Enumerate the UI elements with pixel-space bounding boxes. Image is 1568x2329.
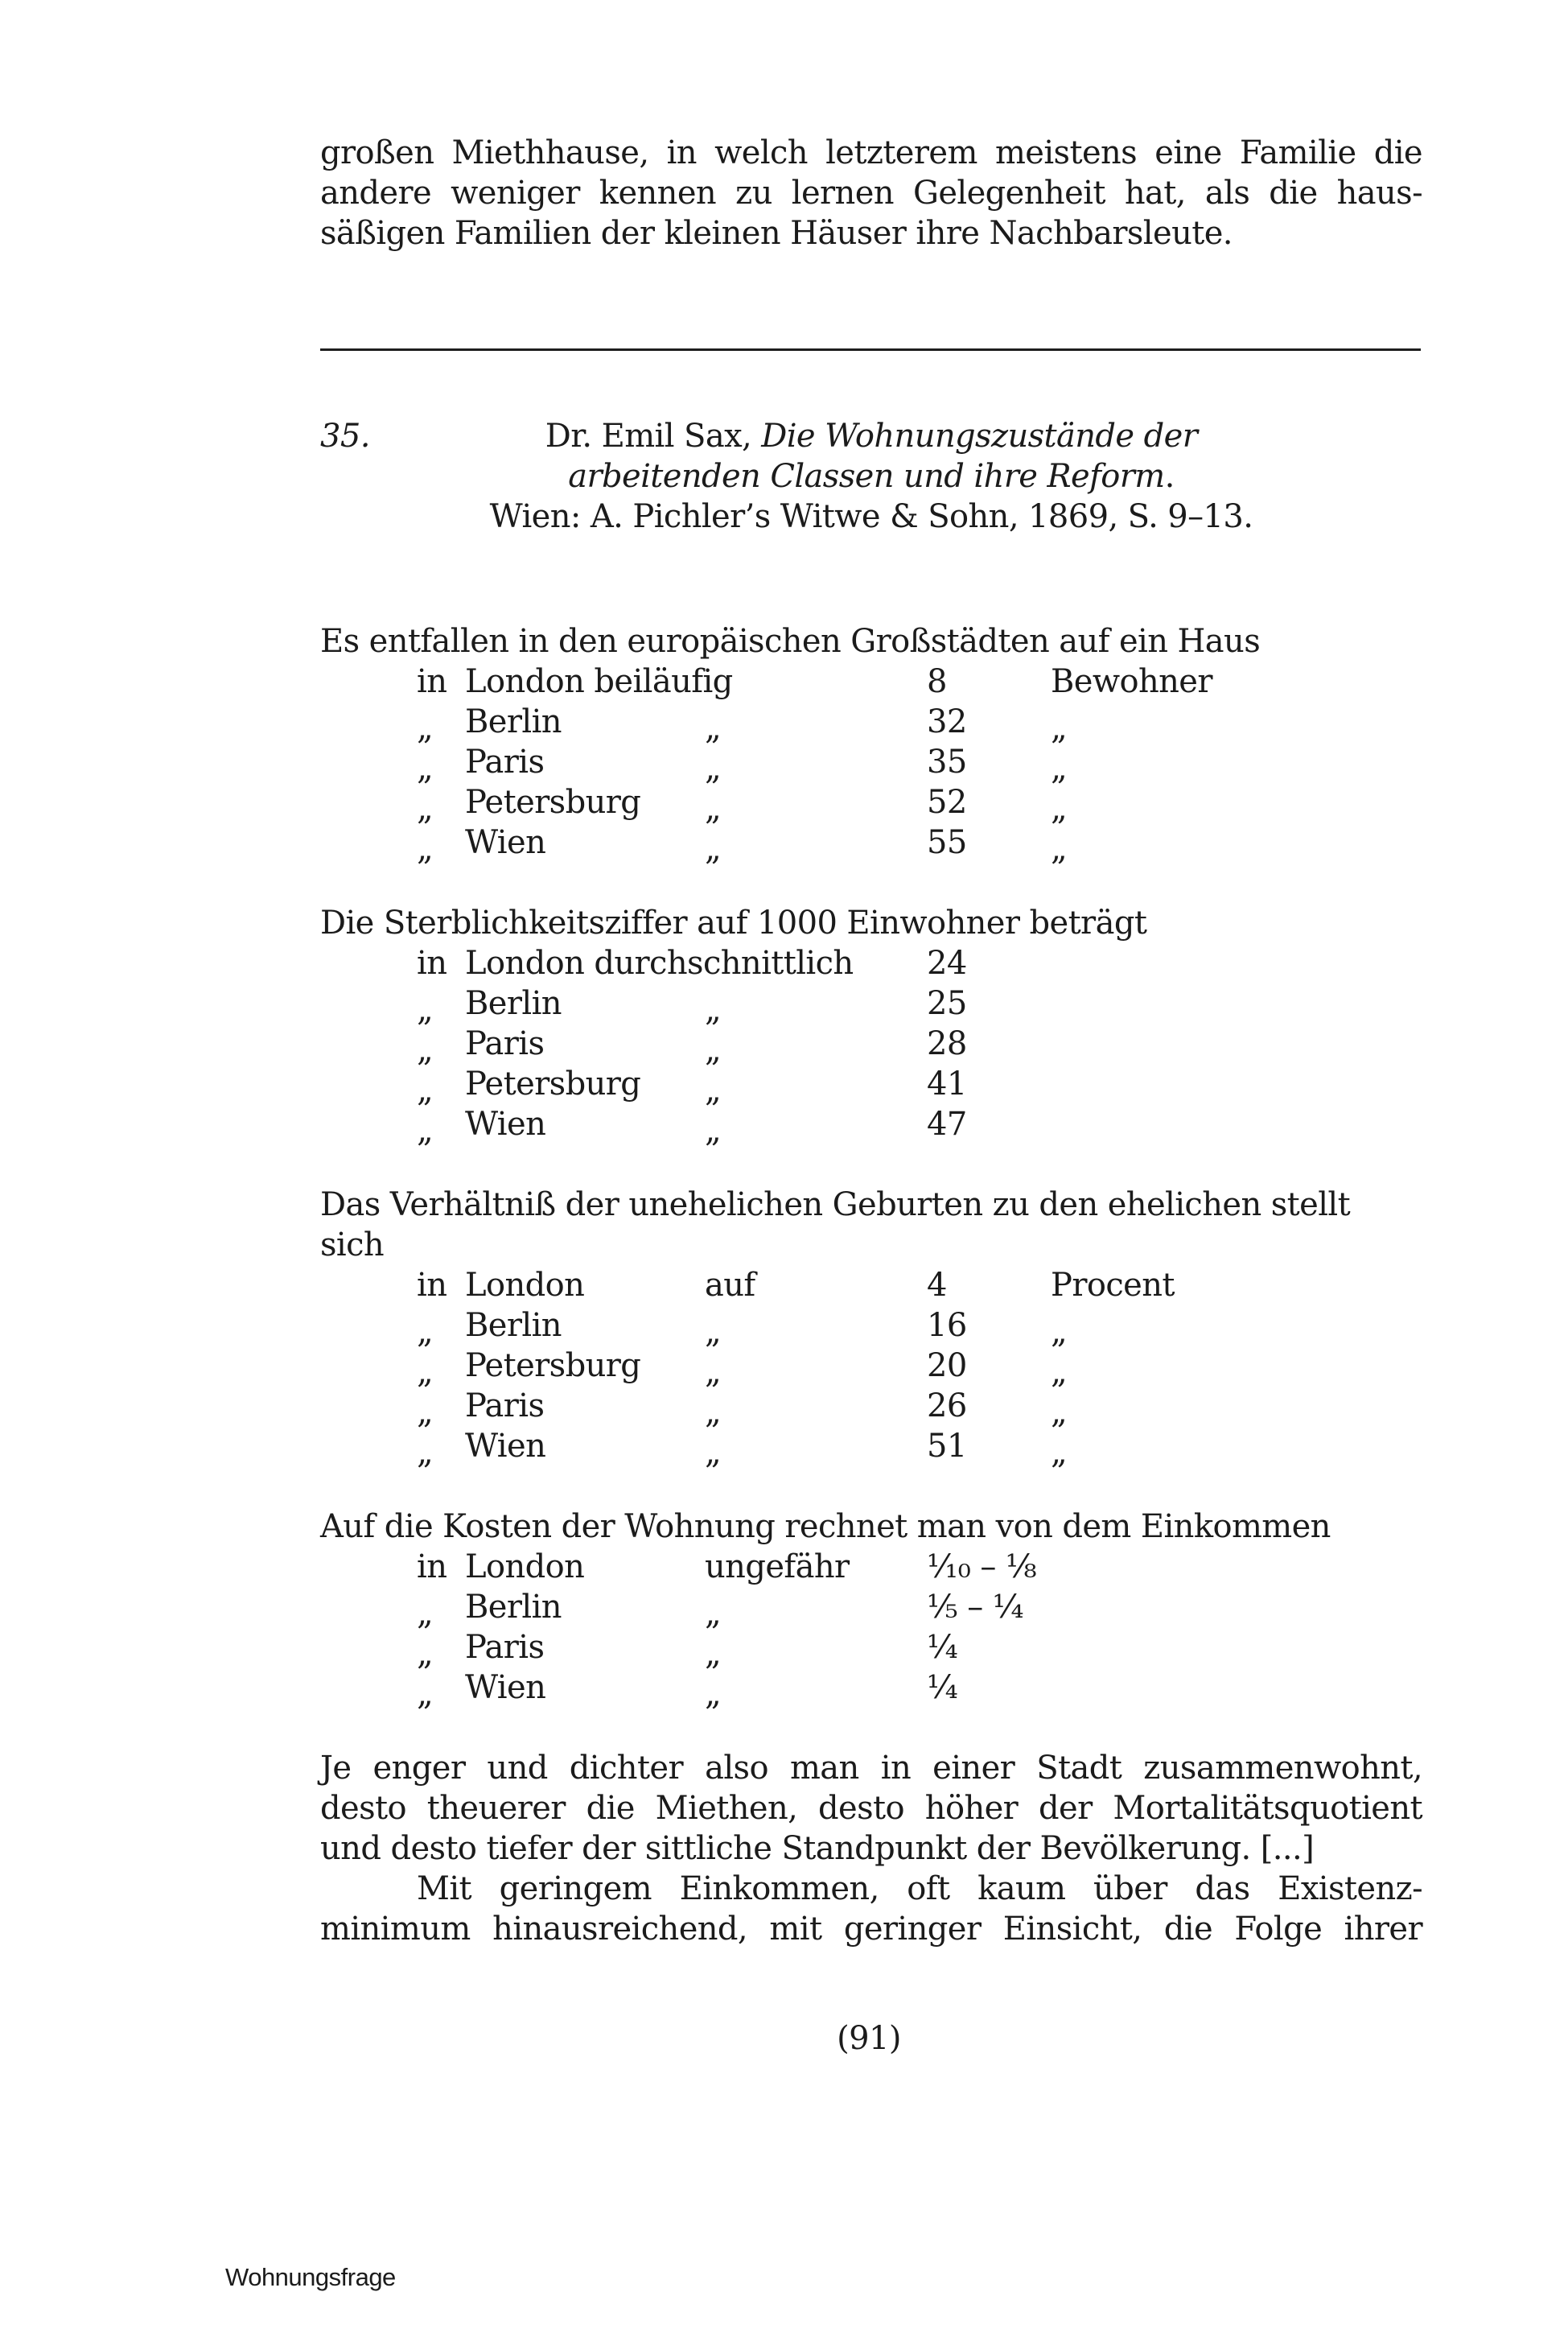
table-row: „ Paris „ 28 xyxy=(417,1025,967,1069)
stat-table-illegitimate-births xyxy=(320,1185,1422,1471)
table-intro-continued: sich xyxy=(320,1226,385,1263)
paragraph-line: Je enger und dichter also man in einer Stadt zusammenwohnt, xyxy=(320,1750,1422,1787)
citation xyxy=(320,416,1422,537)
stat-table-mortality xyxy=(320,903,1422,1149)
table-row: „ Paris „ 35 „ xyxy=(417,744,1068,787)
table-row: in London ungefähr ⅒ – ⅛ xyxy=(417,1548,1037,1585)
table-intro: Das Verhältniß der unehelichen Geburten zu den ehelichen stellt xyxy=(320,1186,1351,1223)
table-row: „ Berlin „ 32 „ xyxy=(417,703,1068,747)
table-row: „ Berlin „ 16 „ xyxy=(417,1307,1068,1350)
entry-number: 35. xyxy=(320,418,370,455)
paragraph-line: und desto tiefer der sittliche Standpunkt der Bevölkerung. [...] xyxy=(320,1830,1315,1867)
closing-paragraph xyxy=(320,1748,1422,1949)
paragraph-line: andere weniger kennen zu lernen Gelegenheit hat, als die haus- xyxy=(320,175,1422,212)
paragraph-line: desto theuerer die Miethen, desto höher der Mortalitätsquotient xyxy=(320,1790,1422,1827)
table-row: in London durchschnittlich 24 xyxy=(417,945,967,982)
section-divider xyxy=(320,348,1421,351)
table-intro: Auf die Kosten der Wohnung rechnet man von dem Einkommen xyxy=(320,1508,1331,1545)
paragraph-line: großen Miethhause, in welch letzterem meistens eine Familie die xyxy=(320,134,1422,171)
stat-table-residents-per-house xyxy=(320,621,1422,868)
table-row: „ Wien „ 55 „ xyxy=(417,824,1068,868)
table-row: „ Petersburg „ 52 „ xyxy=(417,784,1068,827)
paragraph-line: minimum hinausreichend, mit geringer Einsicht, die Folge ihrer xyxy=(320,1911,1422,1948)
paragraph-line: Mit geringem Einkommen, oft kaum über das Existenz- xyxy=(417,1870,1422,1907)
citation-author: Dr. Emil Sax, xyxy=(545,418,762,455)
citation-line-1 xyxy=(320,416,1422,456)
table-row: „ Wien „ ¼ xyxy=(417,1669,958,1713)
citation-title-part1: Die Wohnungszustände der xyxy=(761,418,1198,455)
table-row: „ Wien „ 47 xyxy=(417,1106,967,1149)
top-paragraph xyxy=(320,133,1422,254)
table-intro: Es entfallen in den europäischen Großstädten auf ein Haus xyxy=(320,623,1261,660)
table-row: „ Paris „ 26 „ xyxy=(417,1387,1068,1431)
citation-publisher: Wien: A. Pichler’s Witwe & Sohn, 1869, S. 9–13. xyxy=(489,498,1253,535)
table-row: „ Petersburg „ 20 „ xyxy=(417,1347,1068,1391)
table-row: „ Petersburg „ 41 xyxy=(417,1066,967,1109)
table-row: „ Paris „ ¼ xyxy=(417,1629,958,1672)
stat-table-housing-cost-share xyxy=(320,1507,1422,1713)
table-row: „ Wien „ 51 „ xyxy=(417,1428,1068,1471)
citation-line-2: arbeitenden Classen und ihre Reform. xyxy=(568,458,1175,495)
table-row: in London auf 4 Procent xyxy=(417,1267,1175,1304)
table-row: in London beiläufig 8 Bewohner xyxy=(417,663,1212,700)
table-row: „ Berlin „ ⅕ – ¼ xyxy=(417,1589,1023,1632)
paragraph-line: säßigen Familien der kleinen Häuser ihre Nachbarsleute. xyxy=(320,215,1233,252)
table-row: „ Berlin „ 25 xyxy=(417,985,967,1028)
table-intro: Die Sterblichkeitsziffer auf 1000 Einwohner beträgt xyxy=(320,905,1147,942)
running-footer: Wohnungsfrage xyxy=(225,2263,396,2291)
citation-title-part2: arbeitenden Classen und ihre Reform xyxy=(568,458,1165,495)
page-number: (91) xyxy=(837,2020,901,2057)
